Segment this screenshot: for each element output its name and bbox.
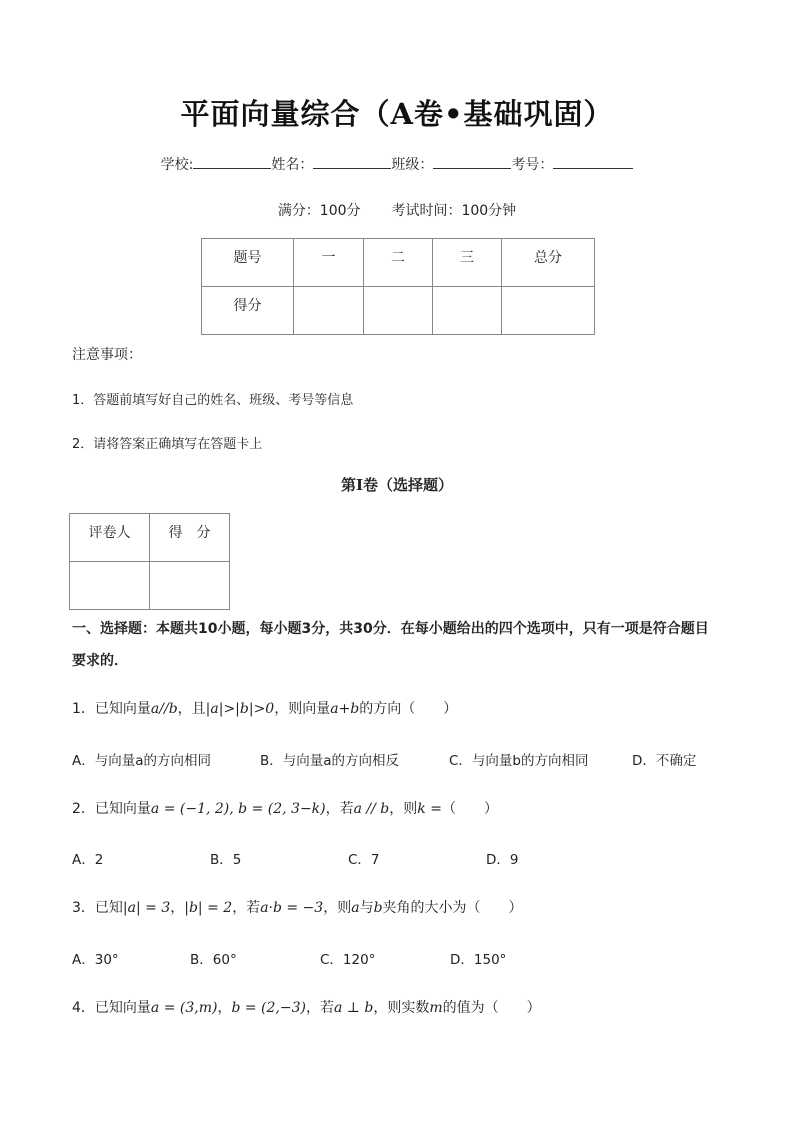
notes-heading: 注意事项： — [72, 347, 142, 363]
grader-cell — [150, 562, 230, 610]
q1-math-parallel: a//b — [150, 701, 178, 717]
q2-math-parallel: a // b — [353, 801, 390, 817]
q4-stem-text: 的值为（ ） — [442, 1000, 541, 1016]
q3-option-d: D．150° — [450, 952, 507, 968]
part1-instruction-line2: 要求的． — [72, 653, 128, 669]
q3-stem-text: ，若 — [232, 900, 261, 916]
q1-option-a: A．与向量a的方向相同 — [72, 753, 212, 769]
q2-stem-text: 2．已知向量 — [72, 801, 151, 817]
q3-stem-text: 与 — [359, 900, 374, 916]
q4-stem-text: 4．已知向量 — [72, 1000, 151, 1016]
note-item: 2．请将答案正确填写在答题卡上 — [72, 437, 263, 452]
score-table-header-cell: 二 — [364, 239, 433, 287]
q2-option-d: D．9 — [486, 852, 519, 868]
grader-table-header-row — [70, 514, 230, 562]
q3-math-mag-b: |b| = 2 — [184, 900, 233, 916]
class-blank — [433, 154, 511, 169]
q2-math-k: k = — [417, 801, 442, 817]
q4-math-m: m — [429, 1000, 443, 1016]
q1-option-d: D．不确定 — [632, 753, 697, 769]
q3-option-c: C．120° — [320, 952, 376, 968]
score-table-header-cell: 一 — [294, 239, 364, 287]
q3-math-vec-b: b — [373, 900, 383, 916]
score-table — [201, 238, 595, 335]
name-blank — [313, 154, 391, 169]
q2-math-vectors: a = (−1, 2), b = (2, 3−k) — [150, 801, 326, 817]
q3-stem-text: 3．已知 — [72, 900, 123, 916]
score-table-score-row — [202, 287, 595, 335]
q3-stem-text: 夹角的大小为（ ） — [382, 900, 523, 916]
q1-stem-text: ，且 — [177, 701, 206, 717]
question-4 — [72, 997, 541, 1017]
class-label: 班级： — [391, 157, 434, 173]
q4-math-vec-a: a = (3,m) — [150, 1000, 218, 1016]
q1-math-sum: a+b — [330, 701, 360, 717]
exam-meta — [0, 200, 794, 220]
full-score: 满分：100分 — [277, 203, 361, 219]
grader-table-row — [70, 562, 230, 610]
exam-no-label: 考号： — [511, 157, 554, 173]
grader-table — [69, 513, 230, 610]
score-table-header-cell: 题号 — [202, 239, 294, 287]
q4-math-vec-b: b = (2,−3) — [231, 1000, 306, 1016]
q2-stem-text: ，则 — [389, 801, 418, 817]
q2-option-b: B．5 — [210, 852, 242, 868]
exam-no-blank — [553, 154, 633, 169]
q3-option-a: A．30° — [72, 952, 119, 968]
question-2 — [72, 798, 498, 818]
score-row-label: 得分 — [202, 287, 294, 335]
grader-score-header-cell: 得 分 — [150, 514, 230, 562]
score-cell — [364, 287, 433, 335]
q3-stem-text: ， — [170, 900, 185, 916]
q3-math-dot: a·b = −3 — [260, 900, 324, 916]
score-cell — [502, 287, 595, 335]
grader-header-cell: 评卷人 — [70, 514, 150, 562]
school-blank — [193, 154, 271, 169]
q1-stem-text: 1．已知向量 — [72, 701, 151, 717]
q3-stem-text: ，则 — [323, 900, 352, 916]
exam-time: 考试时间：100分钟 — [391, 203, 517, 219]
score-table-header-cell: 三 — [433, 239, 502, 287]
name-label: 姓名： — [271, 157, 314, 173]
score-cell — [433, 287, 502, 335]
q3-math-vec-a: a — [351, 900, 360, 916]
note-item: 1．答题前填写好自己的姓名、班级、考号等信息 — [72, 393, 354, 408]
q4-stem-text: ， — [217, 1000, 232, 1016]
question-3 — [72, 897, 523, 917]
school-label: 学校: — [160, 157, 194, 173]
student-info-line — [0, 154, 794, 174]
score-table-header-row — [202, 239, 595, 287]
q2-option-c: C．7 — [348, 852, 380, 868]
question-1 — [72, 698, 457, 718]
grader-cell — [70, 562, 150, 610]
q2-stem-text: （ ） — [441, 801, 498, 817]
q3-option-b: B．60° — [190, 952, 237, 968]
q2-option-a: A．2 — [72, 852, 104, 868]
part1-instruction-line1: 一、选择题：本题共10小题，每小题3分，共30分．在每小题给出的四个选项中，只有一项是符合题目 — [72, 621, 709, 637]
q1-option-b: B．与向量a的方向相反 — [260, 753, 400, 769]
q1-option-c: C．与向量b的方向相同 — [449, 753, 589, 769]
q2-stem-text: ，若 — [325, 801, 354, 817]
q1-stem-text: 的方向（ ） — [359, 701, 458, 717]
section-title: 第I卷（选择题） — [340, 476, 454, 494]
page-title: 平面向量综合（A卷•基础巩固） — [180, 97, 614, 131]
score-cell — [294, 287, 364, 335]
score-table-header-cell: 总分 — [502, 239, 595, 287]
q4-math-perp: a ⊥ b — [333, 1000, 374, 1016]
q4-stem-text: ，则实数 — [373, 1000, 430, 1016]
q1-math-magnitude: |a|>|b|>0 — [205, 701, 275, 717]
q4-stem-text: ，若 — [305, 1000, 334, 1016]
q3-math-mag-a: |a| = 3 — [122, 900, 171, 916]
q1-stem-text: ，则向量 — [274, 701, 331, 717]
